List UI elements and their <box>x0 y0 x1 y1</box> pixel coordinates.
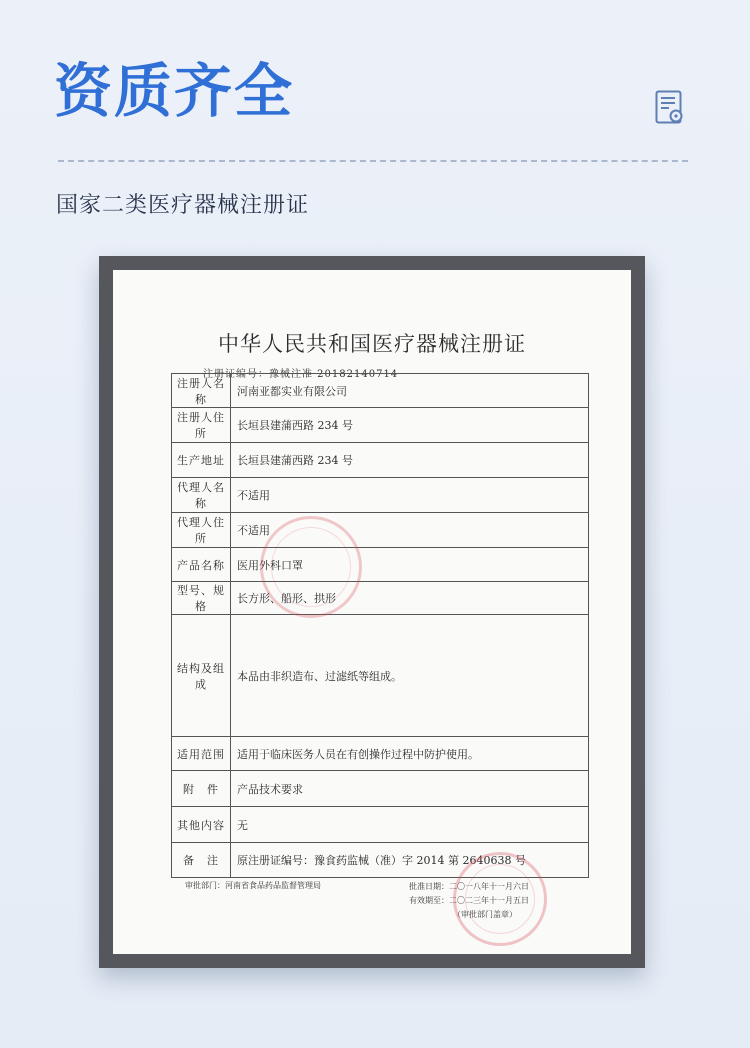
row-value: 适用于临床医务人员在有创操作过程中防护使用。 <box>231 737 589 771</box>
table-row <box>172 513 589 548</box>
issuing-department <box>185 880 321 891</box>
row-label: 适用范围 <box>172 737 231 771</box>
row-value: 医用外科口罩 <box>231 548 589 582</box>
row-label: 产品名称 <box>172 548 231 582</box>
table-row <box>172 582 589 615</box>
row-value: 原注册证编号：豫食药监械（准）字 2014 第 2640638 号 <box>231 843 589 878</box>
table-row <box>172 807 589 843</box>
row-label: 型号、规格 <box>172 582 231 615</box>
section-subtitle: 国家二类医疗器械注册证 <box>56 193 310 218</box>
certificate-paper <box>113 270 631 954</box>
row-label: 生产地址 <box>172 443 231 478</box>
row-value: 本品由非织造布、过滤纸等组成。 <box>231 615 589 737</box>
row-value: 不适用 <box>231 513 589 548</box>
row-value: 无 <box>231 807 589 843</box>
table-row <box>172 374 589 408</box>
valid-until-value: 二〇二三年十一月五日 <box>449 896 529 905</box>
approval-date-value: 二〇一八年十一月六日 <box>449 882 529 891</box>
row-label: 代理人住所 <box>172 513 231 548</box>
table-row <box>172 478 589 513</box>
row-label: 其他内容 <box>172 807 231 843</box>
row-value: 长垣县建蒲西路 234 号 <box>231 443 589 478</box>
table-row <box>172 408 589 443</box>
table-row <box>172 771 589 807</box>
table-row <box>172 443 589 478</box>
page-title: 资质齐全 <box>54 57 295 125</box>
row-value: 长方形、船形、拱形 <box>231 582 589 615</box>
row-value: 河南亚都实业有限公司 <box>231 374 589 408</box>
issuer-label: 审批部门： <box>185 881 225 890</box>
official-seal <box>260 516 362 618</box>
certificate-title: 中华人民共和国医疗器械注册证 <box>218 332 526 356</box>
table-row <box>172 615 589 737</box>
valid-until-label: 有效期至： <box>409 896 449 905</box>
approval-date-label: 批准日期： <box>409 882 449 891</box>
row-value: 产品技术要求 <box>231 771 589 807</box>
dashed-divider <box>58 160 688 162</box>
row-label: 注册人名称 <box>172 374 231 408</box>
table-row <box>172 548 589 582</box>
certificate-frame <box>99 256 645 968</box>
document-icon <box>655 90 685 126</box>
registration-number-value: 豫械注准 20182140714 <box>269 369 399 380</box>
row-value: 长垣县建蒲西路 234 号 <box>231 408 589 443</box>
row-label: 结构及组成 <box>172 615 231 737</box>
row-label: 备 注 <box>172 843 231 878</box>
official-seal <box>453 852 547 946</box>
registration-number-label: 注册证编号： <box>203 369 269 380</box>
table-row <box>172 737 589 771</box>
row-label: 注册人住所 <box>172 408 231 443</box>
seal-note: （审批部门盖章） <box>453 910 517 919</box>
row-value: 不适用 <box>231 478 589 513</box>
certificate-table <box>171 373 589 878</box>
row-label: 代理人名称 <box>172 478 231 513</box>
issuer-value: 河南省食品药品监督管理局 <box>225 881 321 890</box>
row-label: 附 件 <box>172 771 231 807</box>
